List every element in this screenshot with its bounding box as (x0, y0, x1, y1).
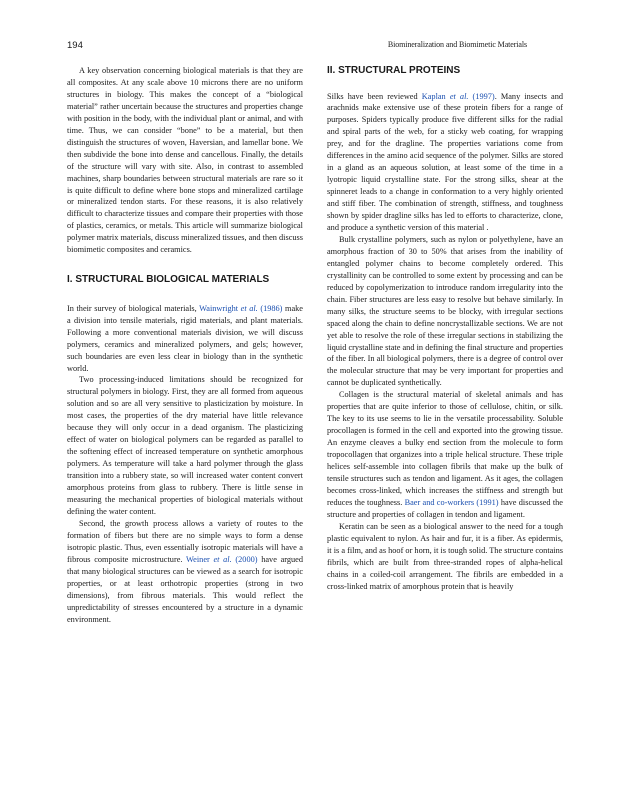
growth-paragraph: Second, the growth process allows a variety of routes to the formation of fibers but there are no simple ways to form a dense isotropic plastic. Thus, even essentially isotropic materials will have a fibrous composite microstructure. Weiner et al. (2000) have argued that many biological structures can be viewed as a search for isotropic properties, or at least orthotropic properties (strong in two dimensions), from fibrous materials. This would reflect the unpredictability of stresses encountered by a structure in a dynamic environment. (67, 518, 303, 624)
survey-paragraph: In their survey of biological materials, Wainwright et al. (1986) make a division into tensile materials, rigid materials, and plant materials. Following a more conventional materials division, we will discuss polymers, ceramics and mineralized polymers, and gels; however, such boundaries are even less clear in biology than in the synthetic world. (67, 303, 303, 373)
crystalline-polymers-paragraph: Bulk crystalline polymers, such as nylon or polyethylene, have an amorphous fraction of 30 to 50% that arises from the inability of entangled polymer chains to become completely ordered. This crystallinity can be controlled to some extent by processing and can be reduced by copolymerization to introduce random irregularity into the chain. Fiber structures are less easy to resolve but behave similarly. In many silks, the structure seems to be blocky, with irregular sections spaced along the chain to define noncrystallizable sections. We are not yet able to resolve the role of these irregular sections in stabilizing the liquid crystalline state and in defining the final structure and properties of the fiber. In all biological polymers, there is a degree of control over the molecular structure that may be very important for properties and cannot be duplicated synthetically. (327, 234, 563, 388)
citation-link-weiner[interactable]: Weiner et al. (2000) (186, 554, 258, 564)
section-heading-structural-biological-materials: I. STRUCTURAL BIOLOGICAL MATERIALS (67, 274, 270, 286)
section-heading-structural-proteins: II. STRUCTURAL PROTEINS (327, 65, 461, 76)
page-header (67, 40, 527, 54)
running-title: Biomineralization and Biomimetic Materials (387, 40, 527, 49)
collagen-paragraph: Collagen is the structural material of skeletal animals and has properties that are quite inferior to those of cellulose, chitin, or silk. The key to its use seems to lie in the versatile processability. Soluble procollagen is formed in the cell and exported into the growing tissue. An enzyme cleaves a bulky end section from the molecule to form tropocollagen that organizes into a triple helical structure. These triple helices self-assemble into collagen fibrils that make up the bulk of tensile structures such as tendon and ligament. As it ages, the collagen becomes cross-linked, which increases the stiffness and strength but reduces the toughness. Baer and co-workers (1991) have discussed the structure and properties of collagen in tendon and ligament. (327, 390, 563, 519)
right-column (327, 65, 563, 593)
citation-link-wainwright[interactable]: Wainwright et al. (1986) (199, 303, 283, 313)
silks-paragraph: Silks have been reviewed Kaplan et al. (1997). Many insects and arachnids make extensive use of these protein fibers for a range of purposes. Spiders typically produce five different silks for the radial and spiral parts of the web, for a sticky web coating, for wrapping prey, and for the dragline. The properties variations come from differences in the amino acid sequence of the polymer. Silks are stored in a gland as an aqueous solution, at least some of the time in a lyotropic liquid crystalline state. For the strong silks, shear at the spinneret leads to a change in conformation to a very highly oriented and stiff fiber. The combination of strength, stiffness, and toughness shown by spider dragline silks has led to efforts to characterize, clone, and produce a synthetic version of this material . (327, 91, 563, 232)
processing-paragraph: Two processing-induced limitations should be recognized for structural polymers in biology. First, they are all formed from aqueous solution and so are all very sensitive to plasticization by moisture. In most cases, the properties of the dry material have little relevance because they will only occur in a dead organism. The plasticizing effect of water on biological polymers can be regarded as parallel to the softening effect of increased temperature on synthetic amorphous polymers. As temperature will take a hard polymer through the glass transition into a rubbery state, so will increased water content convert amorphous proteins from glass to rubbery. There is little sense in measuring the mechanical properties of biological materials without defining the water content. (67, 375, 303, 516)
keratin-paragraph: Keratin can be seen as a biological answer to the need for a tough plastic equivalent to nylon. As hair and fur, it is a fiber. As epidermis, it is a film, and as hoof or horn, it is tough solid. The structure contains fibrils, which are built from three-stranded ropes of alpha-helical chains in a coiled-coil arrangement. The fibrils are embedded in a cross-linked matrix of amorphous protein that is heavily (327, 521, 563, 591)
intro-paragraph: A key observation concerning biological materials is that they are all composites. At any scale above 10 microns there are no uniform structures in biology. This makes the concept of a “biological material” rather uncertain because the structures and properties change with position in the body, with the individual plant or animal, and with time. Thus, we can consider “bone” to be a material, but then distinguish the structures of woven, Haversian, and lamellar bone. We then subdivide the bone into dense and cancellous. Finally, the details of the structure will vary with site. Also, in contrast to assembled machines, sharp boundaries between structural materials are rare so it is quite difficult to define where bone stops and mineralized cartilage or mineralized tendon starts. For these reasons, it is also relatively difficult to characterize tissues and compare their properties with those of plastics, ceramics, or metals. This article will summarize biological polymer matrix materials, discuss mineralized tissues, and then discuss biomimetic composites and ceramics. (67, 66, 303, 255)
citation-link-baer[interactable]: Baer and co-workers (1991) (404, 497, 499, 507)
citation-link-kaplan[interactable]: Kaplan et al. (1997) (421, 91, 495, 101)
page-number: 194 (67, 40, 83, 51)
left-column (67, 65, 303, 625)
